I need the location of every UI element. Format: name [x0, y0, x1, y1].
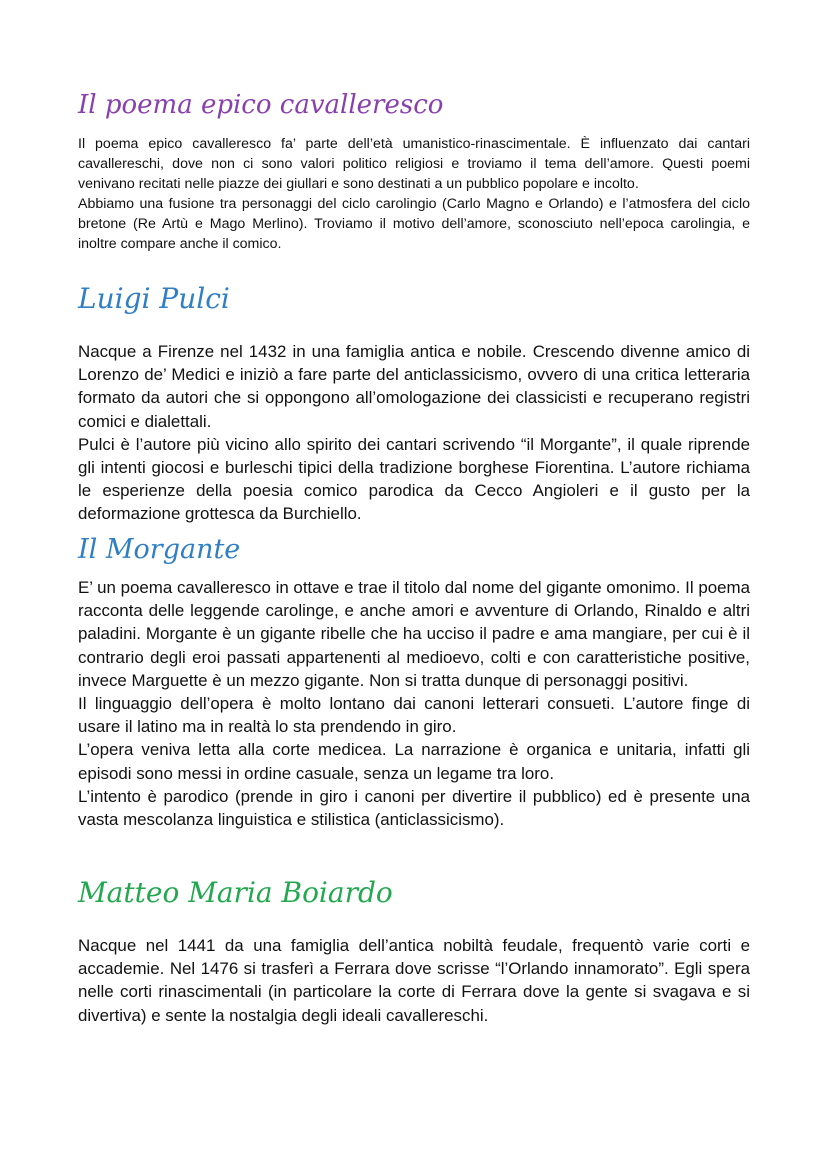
paragraph: E’ un poema cavalleresco in ottave e trae il titolo dal nome del gigante omonimo. Il poema racconta delle leggende carolinge, e anche amori e avventure di Orlando, Rinaldo e altri paladini. Morgante è un gigante ribelle che ha ucciso il padre e ama mangiare, per cui è il contrario degli eroi passati appartenenti al medioevo, colti e con caratteristiche positive, invece Marguette è un mezzo gigante. Non si tratta dunque di personaggi positivi. — [78, 578, 750, 690]
paragraph: L’intento è parodico (prende in giro i canoni per divertire il pubblico) ed è presente una vasta mescolanza linguistica e stilistica (anticlassicismo). — [78, 786, 750, 830]
heading-matteo-maria-boiardo: Matteo Maria Boiardo — [78, 876, 393, 909]
paragraph: Nacque nel 1441 da una famiglia dell’antica nobiltà feudale, frequentò varie corti e accademie. Nel 1476 si trasferì a Ferrara dove scrisse “l’Orlando innamorato”. Egli spera nelle corti rinascimentali (in particolare la corte di Ferrara dove la gente si svagava e si divertiva) e sente la nostalgia degli ideali cavallereschi. — [78, 936, 750, 1025]
paragraph: Pulci è l’autore più vicino allo spirito dei cantari scrivendo “il Morgante”, il quale riprende gli intenti giocosi e burleschi tipici della tradizione borghese Fiorentina. L’autore richiama le esperienze della poesia comico parodica da Cecco Angioleri e il gusto per la deformazione grottesca da Burchiello. — [78, 434, 750, 524]
section-il-morgante-body — [78, 576, 750, 831]
section-boiardo-body — [78, 934, 750, 1027]
paragraph: Nacque a Firenze nel 1432 in una famiglia antica e nobile. Crescendo divenne amico di Lorenzo de’ Medici e iniziò a fare parte del anticlassicismo, ovvero di una critica letteraria formato da autori che si oppongono all’omologazione dei classicisti e recuperano registri comici e dialettali. — [78, 342, 750, 431]
heading-poema-epico: Il poema epico cavalleresco — [78, 90, 444, 120]
paragraph: Il linguaggio dell’opera è molto lontano dai canoni letterari consueti. L’autore finge di usare il latino ma in realtà lo sta prendendo in giro. — [78, 694, 750, 737]
section-poema-epico-body — [78, 134, 750, 254]
paragraph: Abbiamo una fusione tra personaggi del ciclo carolingio (Carlo Magno e Orlando) e l’atmosfera del ciclo bretone (Re Artù e Mago Merlino). Troviamo il motivo dell’amore, sconosciuto nell’epoca carolingia, e inoltre compare anche il comico. — [78, 196, 750, 252]
heading-luigi-pulci: Luigi Pulci — [78, 282, 230, 315]
paragraph: Il poema epico cavalleresco fa’ parte dell’età umanistico-rinascimentale. È influenzato dai cantari cavallereschi, dove non ci sono valori politico religiosi e troviamo il tema dell’amore. Questi poemi venivano recitati nelle piazze dei giullari e sono destinati a un pubblico popolare e incolto. — [78, 136, 750, 192]
heading-il-morgante: Il Morgante — [78, 534, 241, 565]
section-luigi-pulci-body — [78, 340, 750, 526]
paragraph: L’opera veniva letta alla corte medicea. La narrazione è organica e unitaria, infatti gli episodi sono messi in ordine casuale, senza un legame tra loro. — [78, 740, 750, 783]
